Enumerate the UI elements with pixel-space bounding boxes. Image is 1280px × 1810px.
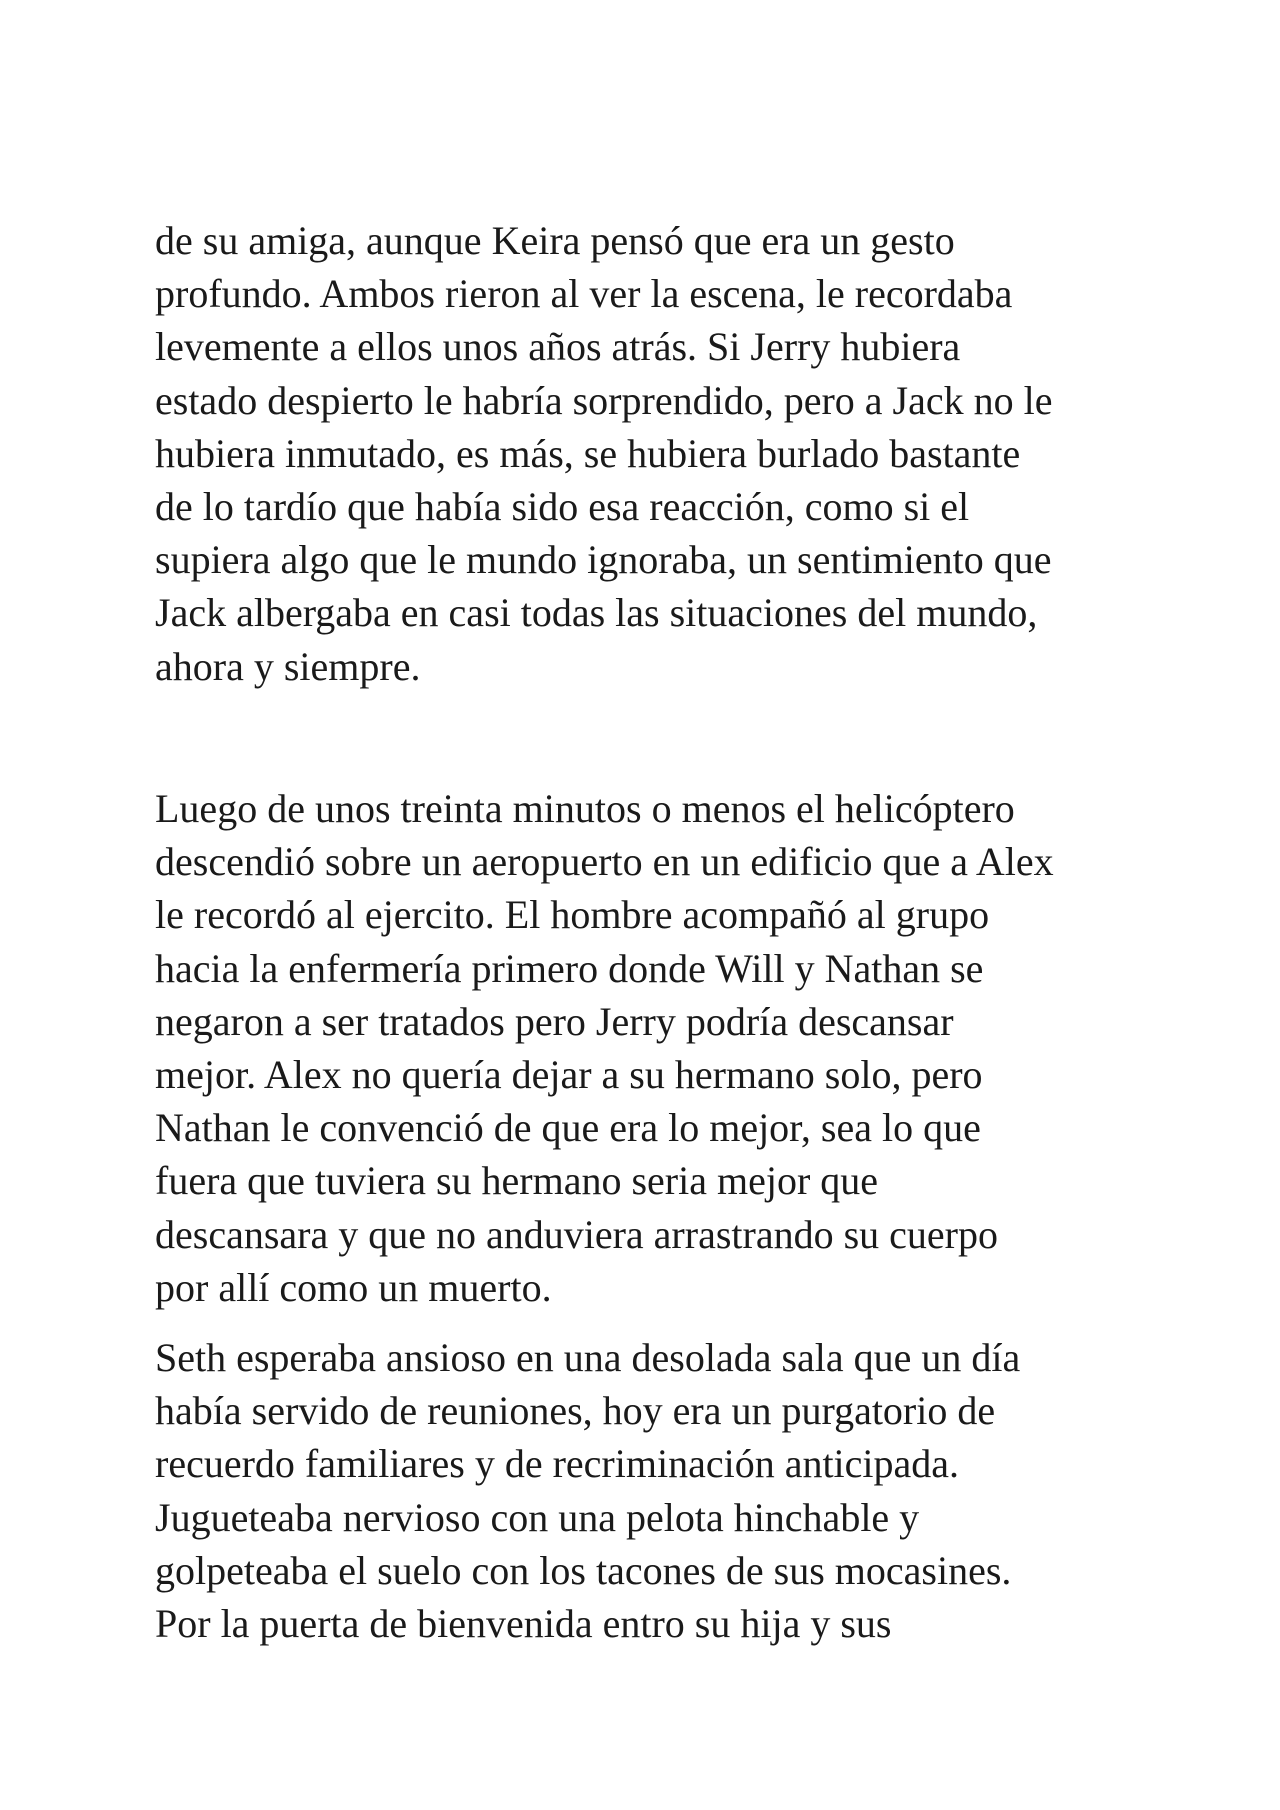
paragraph-line: negaron a ser tratados pero Jerry podría descansar — [155, 998, 954, 1044]
paragraph-line: golpeteaba el suelo con los tacones de sus mocasines. — [155, 1547, 1012, 1593]
paragraph-line: Por la puerta de bienvenida entro su hija y sus — [155, 1600, 892, 1646]
paragraph-2 — [155, 782, 1135, 1314]
paragraph-line: le recordó al ejercito. El hombre acompañó al grupo — [155, 892, 990, 938]
paragraph-line: Seth esperaba ansioso en una desolada sala que un día — [155, 1335, 1021, 1380]
paragraph-line: recuerdo familiares y de recriminación anticipada. — [155, 1441, 960, 1487]
paragraph-line: Jack albergaba en casi todas las situaciones del mundo, — [155, 590, 1038, 636]
paragraph-line: Nathan le convenció de que era lo mejor, sea lo que — [155, 1105, 981, 1151]
paragraph-line: profundo. Ambos rieron al ver la escena, le recordaba — [155, 271, 1013, 317]
paragraph-line: hubiera inmutado, es más, se hubiera burlado bastante — [155, 430, 1021, 476]
paragraph-line: hacia la enfermería primero donde Will y Nathan se — [155, 945, 984, 991]
paragraph-line: por allí como un muerto. — [155, 1264, 552, 1310]
paragraph-line: estado despierto le habría sorprendido, pero a Jack no le — [155, 377, 1053, 423]
paragraph-line: levemente a ellos unos años atrás. Si Jerry hubiera — [155, 324, 961, 370]
paragraph-line: mejor. Alex no quería dejar a su hermano solo, pero — [155, 1051, 983, 1097]
paragraph-3 — [155, 1331, 1135, 1650]
paragraph-line: de lo tardío que había sido esa reacción, como si el — [155, 483, 970, 529]
paragraph-line: fuera que tuviera su hermano seria mejor que — [155, 1158, 879, 1204]
paragraph-1 — [155, 214, 1135, 693]
paragraph-line: ahora y siempre. — [155, 643, 421, 689]
paragraph-line: Luego de unos treinta minutos o menos el helicóptero — [155, 786, 1015, 831]
paragraph-line: descendió sobre un aeropuerto en un edificio que a Alex — [155, 839, 1054, 885]
paragraph-line: descansara y que no anduviera arrastrando su cuerpo — [155, 1211, 998, 1257]
paragraph-line: supiera algo que le mundo ignoraba, un sentimiento que — [155, 537, 1052, 583]
paragraph-line: Jugueteaba nervioso con una pelota hinchable y — [155, 1494, 920, 1540]
paragraph-line: había servido de reuniones, hoy era un purgatorio de — [155, 1388, 996, 1434]
paragraph-line: de su amiga, aunque Keira pensó que era un gesto — [155, 218, 955, 263]
